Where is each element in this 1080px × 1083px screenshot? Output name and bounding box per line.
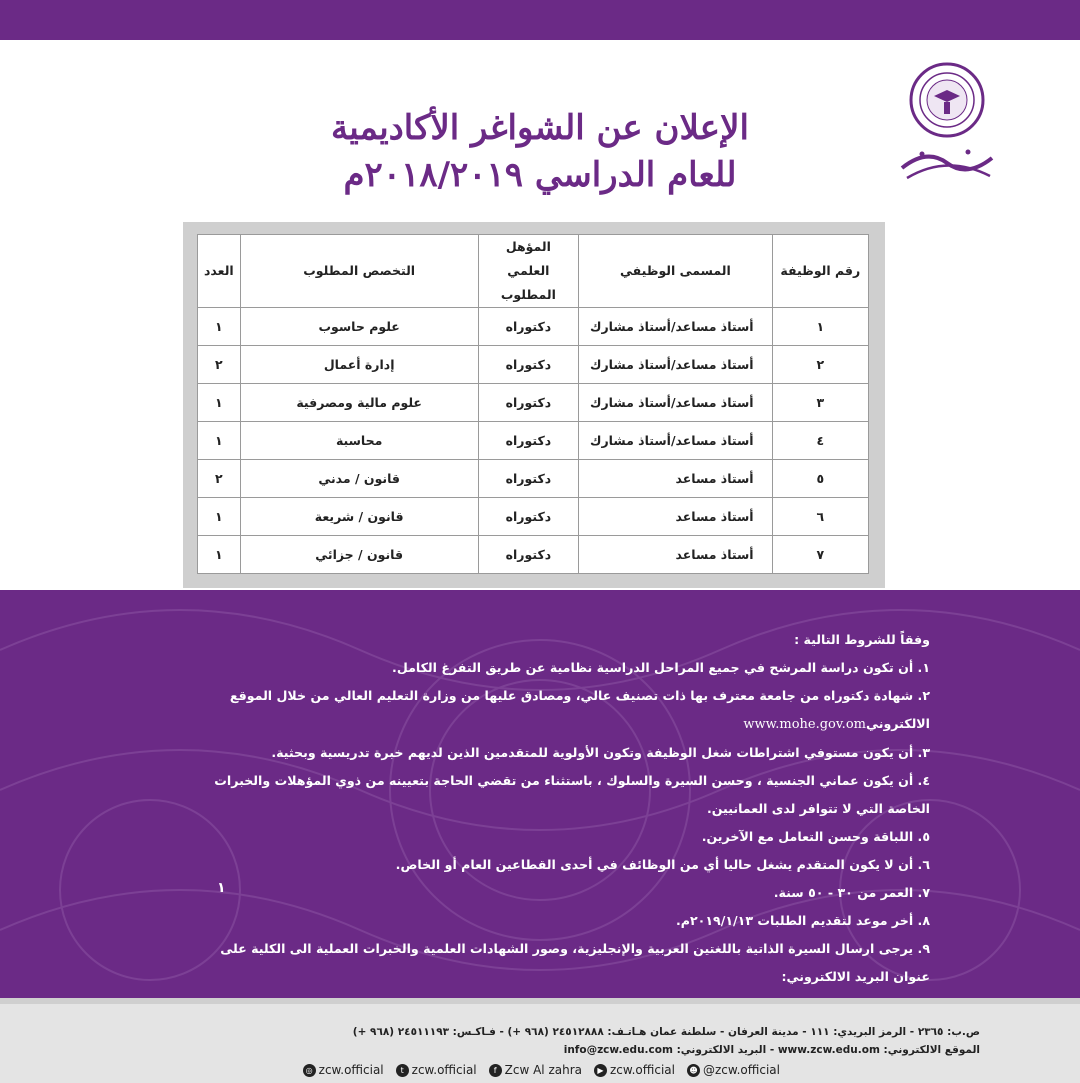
- social-label: zcw.official: [411, 1063, 477, 1077]
- vacancies-table-container: [197, 234, 869, 574]
- cell-job-no: ٦: [772, 498, 868, 536]
- condition-9-part1: ٩. يرجى ارسال السيرة الذاتية باللغتين العربية والإنجليزية، وصور الشهادات العلمية والخبرات العملية الى الكلية على: [220, 941, 930, 956]
- cell-job-title: أستاذ مساعد: [579, 498, 772, 536]
- cell-qualification: دكتوراه: [478, 308, 578, 346]
- condition-6: ٦. أن لا يكون المتقدم يشغل حاليا أي من الوظائف في أحدى القطاعين العام أو الخاص.: [395, 857, 930, 872]
- cell-qualification: دكتوراه: [478, 384, 578, 422]
- cell-job-title: أستاذ مساعد: [579, 536, 772, 574]
- cell-specialization: قانون / شريعة: [240, 498, 478, 536]
- table-row: [198, 384, 869, 422]
- college-crest-icon: [872, 58, 1022, 188]
- cell-count: ١: [198, 422, 241, 460]
- youtube-icon: ▶: [594, 1064, 607, 1077]
- cell-count: ٢: [198, 346, 241, 384]
- cell-count: ١: [198, 536, 241, 574]
- cell-specialization: محاسبة: [240, 422, 478, 460]
- conditions-intro: وفقاً للشروط التالية :: [794, 632, 930, 647]
- condition-2-part2: [205, 710, 930, 739]
- cell-specialization: قانون / مدني: [240, 460, 478, 498]
- condition-3: ٣. أن يكون مستوفي اشتراطات شغل الوظيفة وتكون الأولوية للمتقدمين الذين لديهم خبرة تدريسية وبحثية.: [271, 745, 930, 760]
- cell-qualification: دكتوراه: [478, 536, 578, 574]
- social-label: zcw.official: [610, 1063, 675, 1077]
- conditions-list: [205, 626, 930, 1020]
- cell-job-title: أستاذ مساعد/أستاذ مشارك: [579, 346, 772, 384]
- cell-job-no: ١: [772, 308, 868, 346]
- cell-qualification: دكتوراه: [478, 422, 578, 460]
- cell-specialization: قانون / جزائي: [240, 536, 478, 574]
- condition-7: ٧. العمر من ٣٠ - ٥٠ سنة.: [773, 885, 930, 900]
- table-row: [198, 460, 869, 498]
- condition-5: ٥. اللباقة وحسن التعامل مع الآخرين.: [701, 829, 930, 844]
- cell-job-title: أستاذ مساعد/أستاذ مشارك: [579, 384, 772, 422]
- facebook-link[interactable]: [489, 1063, 582, 1077]
- cell-job-title: أستاذ مساعد: [579, 460, 772, 498]
- cell-count: ١: [198, 498, 241, 536]
- vacancies-table: [197, 234, 869, 574]
- twitter-icon: t: [396, 1064, 409, 1077]
- vacancies-table-frame: [183, 222, 885, 588]
- cell-job-no: ٢: [772, 346, 868, 384]
- condition-9-part2: عنوان البريد الالكتروني:: [781, 969, 930, 984]
- header-job-no: رقم الوظيفة: [772, 235, 868, 308]
- header-qualification: المؤهل العلمي المطلوب: [478, 235, 578, 308]
- footer-address: ص.ب: ٢٣٦٥ - الرمز البريدي: ١١١ - مدينة العرفان - سلطنة عمان هـاتـف: ٢٤٥١٢٨٨٨ (٩٦٨ +) - فـاكـس: ٢٤٥١١١٩٣ (٩٦٨ +): [352, 1026, 980, 1038]
- table-row: [198, 308, 869, 346]
- cell-qualification: دكتوراه: [478, 346, 578, 384]
- academic-year-subtitle: للعام الدراسي ٢٠١٨/٢٠١٩م: [343, 155, 737, 195]
- cell-qualification: دكتوراه: [478, 498, 578, 536]
- cell-job-title: أستاذ مساعد/أستاذ مشارك: [579, 308, 772, 346]
- snapchat-link[interactable]: [687, 1063, 780, 1077]
- social-links: [303, 1063, 780, 1077]
- cell-specialization: إدارة أعمال: [240, 346, 478, 384]
- table-row: [198, 346, 869, 384]
- cell-job-no: ٧: [772, 536, 868, 574]
- cell-count: ٢: [198, 460, 241, 498]
- snapchat-icon: ☻: [687, 1064, 700, 1077]
- condition-2-part1: ٢. شهادة دكتوراه من جامعة معترف بها ذات تصنيف عالي، ومصادق عليها من وزارة التعليم العالي من خلال الموقع: [229, 688, 930, 703]
- header-specialization: التخصص المطلوب: [240, 235, 478, 308]
- announcement-title: الإعلان عن الشواغر الأكاديمية: [331, 108, 749, 148]
- college-logo: [872, 58, 1022, 188]
- cell-job-title: أستاذ مساعد/أستاذ مشارك: [579, 422, 772, 460]
- cell-job-no: ٣: [772, 384, 868, 422]
- top-band: [0, 0, 1080, 40]
- cell-count: ١: [198, 384, 241, 422]
- cell-job-no: ٤: [772, 422, 868, 460]
- cell-count: ١: [198, 308, 241, 346]
- cell-specialization: علوم حاسوب: [240, 308, 478, 346]
- condition-4-part1: ٤. أن يكون عماني الجنسية ، وحسن السيرة والسلوك ، باستثناء من تقضي الحاجة بتعيينه من ذوي المؤهلات والخبرات: [214, 773, 930, 788]
- cell-specialization: علوم مالية ومصرفية: [240, 384, 478, 422]
- youtube-link[interactable]: [594, 1063, 675, 1077]
- social-label: @zcw.official: [703, 1063, 780, 1077]
- condition-2-label: الالكتروني: [865, 716, 930, 731]
- footer: [0, 998, 1080, 1083]
- table-row: [198, 498, 869, 536]
- header-job-title: المسمى الوظيفي: [579, 235, 772, 308]
- condition-8: ٨. أخر موعد لتقديم الطلبات ٢٠١٩/١/١٣م.: [675, 913, 930, 928]
- mohe-website-link[interactable]: www.mohe.gov.om: [743, 717, 866, 732]
- condition-1: ١. أن تكون دراسة المرشح في جميع المراحل الدراسية نظامية عن طريق التفرغ الكامل.: [392, 660, 930, 675]
- footer-contact: الموقع الالكتروني: www.zcw.edu.om - البريد الالكتروني: info@zcw.edu.com: [563, 1044, 980, 1056]
- table-row: [198, 536, 869, 574]
- cell-qualification: دكتوراه: [478, 460, 578, 498]
- instagram-link[interactable]: [303, 1063, 384, 1077]
- table-header-row: [198, 235, 869, 308]
- facebook-icon: f: [489, 1064, 502, 1077]
- table-row: [198, 422, 869, 460]
- social-label: zcw.official: [318, 1063, 384, 1077]
- instagram-icon: ◎: [303, 1064, 316, 1077]
- twitter-link[interactable]: [396, 1063, 477, 1077]
- header-count: العدد: [198, 235, 241, 308]
- cell-job-no: ٥: [772, 460, 868, 498]
- social-label: Zcw Al zahra: [504, 1063, 582, 1077]
- condition-4-part2: الخاصة التي لا تتوافر لدى العمانيين.: [706, 801, 930, 816]
- page-number: ١: [217, 880, 226, 896]
